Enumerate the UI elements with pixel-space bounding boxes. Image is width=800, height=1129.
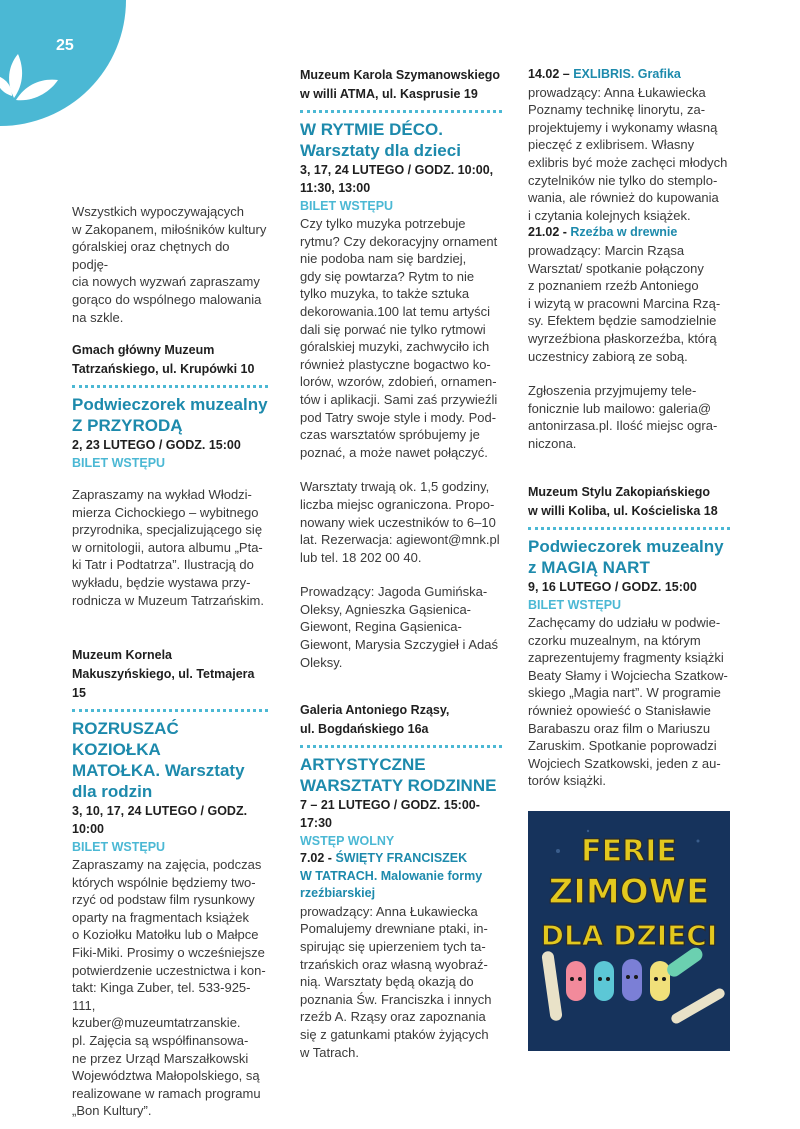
text-line: lub tel. 18 202 00 40. bbox=[300, 549, 422, 565]
text-line: góralskiej oraz chętnych do podję- bbox=[72, 239, 230, 272]
event-title: W RYTMIE DÉCO. bbox=[300, 120, 443, 139]
text-line: Poznamy technikę linorytu, za- bbox=[528, 102, 706, 118]
text-line: realizowane w ramach programu bbox=[72, 1085, 261, 1101]
text-line: ki Tatr i Podtatrza”. Ilustracją do bbox=[72, 557, 254, 573]
event-title: dla rodzin bbox=[72, 782, 153, 801]
text-line: Warsztaty trwają ok. 1,5 godziny, bbox=[300, 479, 490, 495]
text-line: pieczęć z exlibrisem. Własny bbox=[528, 137, 695, 153]
event-date: 10:00 bbox=[72, 822, 104, 836]
ferie-zimowe-poster bbox=[528, 811, 730, 1051]
text-line: ne przez Urząd Marszałkowski bbox=[72, 1050, 249, 1066]
text-line: nie podoba nam się bardziej, bbox=[300, 251, 467, 267]
text-line: o Koziołku Matołku lub o Małpce bbox=[72, 927, 259, 943]
venue-line: ul. Bogdańskiego 16a bbox=[300, 722, 429, 736]
text-line: Województwa Małopolskiego, są bbox=[72, 1068, 260, 1084]
venue-line: Gmach główny Muzeum bbox=[72, 343, 215, 357]
text-line: nowany wiek uczestników to 6–10 bbox=[300, 514, 496, 530]
text-line: nią. Warsztaty będą okazją do bbox=[300, 974, 474, 990]
text-line: antonirzasa.pl. Ilość miejsc ogra- bbox=[528, 418, 718, 434]
corner-leaf-decoration bbox=[0, 0, 126, 126]
text-line: fonicznie lub mailowo: galeria@ bbox=[528, 400, 712, 416]
text-line: Barabaszu oraz film o Mariuszu bbox=[528, 720, 711, 736]
text-line: czorku muzealnym, na którym bbox=[528, 632, 701, 648]
text-line: z poznaniem rzeźb Antoniego bbox=[528, 278, 699, 294]
text-line: również plastyczne bogactwo ko- bbox=[300, 356, 491, 372]
event-date: 3, 10, 17, 24 LUTEGO / GODZ. bbox=[72, 804, 248, 818]
ticket-info: BILET WSTĘPU bbox=[528, 598, 622, 612]
text-line: niczona. bbox=[528, 435, 577, 451]
text-line: zaprezentujemy fragmenty książki bbox=[528, 650, 724, 666]
workshop-subheading: rzeźbiarskiej bbox=[300, 886, 376, 901]
text-line: lat. Rezerwacja: agiewont@mnk.pl bbox=[300, 532, 500, 548]
poster-line-2: ZIMOWE bbox=[548, 872, 710, 912]
text-line: dali się porwać nie tylko rytmowi bbox=[300, 321, 486, 337]
text-line: pl. Zajęcia są współfinansowa- bbox=[72, 1032, 249, 1048]
text-line: lorów, wzorów, zdobień, ornamen- bbox=[300, 374, 497, 390]
venue-line: Makuszyńskiego, ul. Tetmajera 15 bbox=[72, 667, 255, 700]
text-line: czas warsztatów spróbujemy je bbox=[300, 427, 480, 443]
text-line: tów i aplikacji. Sami zaś przywieźli bbox=[300, 391, 498, 407]
text-line: gorąco do wspólnego malowania bbox=[72, 291, 262, 307]
venue-line: Muzeum Stylu Zakopiańskiego bbox=[528, 485, 710, 499]
text-line: torów książki. bbox=[528, 773, 607, 789]
text-line: Zaruskim. Spotkanie poprowadzi bbox=[528, 738, 717, 754]
text-line: projektujemy i wykonamy własną bbox=[528, 119, 718, 135]
text-line: Pomalujemy drewniane ptaki, in- bbox=[300, 921, 488, 937]
text-line: Zapraszamy na zajęcia, podczas bbox=[72, 857, 262, 872]
event-title: WARSZTATY RODZINNE bbox=[300, 776, 497, 795]
text-line: gdy się powtarza? Rytm to nie bbox=[300, 268, 475, 284]
event-title: Podwieczorek muzealny bbox=[72, 395, 268, 414]
text-line: prowadzący: Anna Łukawiecka bbox=[300, 903, 478, 919]
page-number: 25 bbox=[56, 37, 74, 54]
text-line: „Bon Kultury”. bbox=[72, 1103, 152, 1119]
text-line: wyrzeźbiona płaskorzeźba, którą bbox=[528, 330, 717, 346]
event-date: 9, 16 LUTEGO / GODZ. 15:00 bbox=[528, 580, 697, 594]
text-line: również opowieść o Stanisławie bbox=[528, 702, 711, 718]
text-line: na szkle. bbox=[72, 309, 124, 325]
text-line: wykładu, będzie wystawa przy- bbox=[72, 574, 251, 590]
poster-line-3: DLA DZIECI bbox=[540, 919, 718, 952]
ticket-info: BILET WSTĘPU bbox=[300, 199, 394, 213]
venue-line: Galeria Antoniego Rząsy, bbox=[300, 703, 450, 717]
text-line: Oleksy, Agnieszka Gąsienica- bbox=[300, 601, 471, 617]
text-line: Giewont, Marysia Szczygieł i Adaś bbox=[300, 637, 498, 653]
text-line: których wspólnie będziemy two- bbox=[72, 874, 256, 890]
event-date: 3, 17, 24 LUTEGO / GODZ. 10:00, bbox=[300, 163, 494, 177]
event-date: 17:30 bbox=[300, 816, 332, 830]
text-line: przyrodnika, specjalizującego się bbox=[72, 522, 263, 538]
event-date: 7 – 21 LUTEGO / GODZ. 15:00- bbox=[300, 798, 480, 812]
venue-line: w willi Koliba, ul. Kościeliska 18 bbox=[528, 504, 718, 518]
event-title: Z PRZYRODĄ bbox=[72, 416, 183, 435]
text-line: poznać, a może nawet połączyć. bbox=[300, 444, 488, 460]
text-line: się z gatunkami ptaków żyjących bbox=[300, 1026, 489, 1042]
text-line: w ornitologii, autora albumu „Ptа- bbox=[72, 539, 263, 555]
intro-paragraph bbox=[72, 203, 268, 326]
text-line: czytelników nie tylko do stemplo- bbox=[528, 172, 718, 188]
text-line: rodnicza w Muzeum Tatrzańskim. bbox=[72, 592, 264, 608]
workshop-subheading: 21.02 - Rzeźba w drewnie bbox=[528, 225, 678, 240]
text-line: tylko muzyka, to także sztuka bbox=[300, 286, 470, 302]
event-title: ARTYSTYCZNE bbox=[300, 755, 426, 774]
text-line: rzeźb A. Rząsy oraz zapoznania bbox=[300, 1009, 486, 1025]
text-line: skiego „Magia nart”. W programie bbox=[528, 685, 721, 701]
ticket-info: WSTĘP WOLNY bbox=[300, 834, 395, 848]
text-line: Wszystkich wypoczywających bbox=[72, 204, 244, 219]
text-line: Prowadzący: Jagoda Gumińska- bbox=[300, 584, 488, 600]
text-line: prowadzący: Marcin Rząsa bbox=[528, 242, 685, 258]
text-line: oparty na fragmentach książek bbox=[72, 909, 250, 925]
text-line: pod Tatry swoje style i mody. Pod- bbox=[300, 409, 497, 425]
text-line: Zgłoszenia przyjmujemy tele- bbox=[528, 383, 697, 399]
text-line: Czy tylko muzyka potrzebuje bbox=[300, 216, 466, 231]
ticket-info: BILET WSTĘPU bbox=[72, 840, 166, 854]
text-line: dekorowania.100 lat temu artyści bbox=[300, 303, 491, 319]
venue-line: w willi ATMA, ul. Kasprusie 19 bbox=[300, 87, 478, 101]
venue-line: Muzeum Kornela bbox=[72, 648, 173, 662]
text-line: i czytania kolejnych książek. bbox=[528, 207, 691, 223]
text-line: mierza Cichockiego – wybitnego bbox=[72, 504, 259, 520]
dotted-divider bbox=[300, 745, 502, 748]
text-line: Beaty Słamy i Wojciecha Szatkow- bbox=[528, 667, 728, 683]
workshop-schedule bbox=[528, 66, 730, 452]
venue-line: Muzeum Karola Szymanowskiego bbox=[300, 68, 501, 82]
text-line: prowadzący: Anna Łukawiecka bbox=[528, 84, 706, 100]
text-line: Warsztat/ spotkanie połączony bbox=[528, 260, 704, 276]
ticket-info: BILET WSTĘPU bbox=[72, 456, 166, 470]
event-title: Podwieczorek muzealny bbox=[528, 537, 724, 556]
venue-line: Tatrzańskiego, ul. Krupówki 10 bbox=[72, 362, 255, 376]
text-line: poznania Św. Franciszka i innych bbox=[300, 991, 492, 1007]
text-line: kzuber@muzeumtatrzanskie. bbox=[72, 1015, 241, 1031]
text-line: takt: Kinga Zuber, tel. 533-925-111, bbox=[72, 980, 251, 1013]
text-line: trzańskich oraz własną wyobraź- bbox=[300, 956, 488, 972]
text-line: cia nowych wyzwań zapraszamy bbox=[72, 274, 260, 290]
event-title: ROZRUSZAĆ KOZIOŁKA bbox=[72, 719, 179, 759]
text-line: w Zakopanem, miłośników kultury bbox=[72, 221, 267, 237]
text-line: spirując się upierzeniem tych ta- bbox=[300, 938, 486, 954]
text-line: Wojciech Szatkowski, jeden z au- bbox=[528, 755, 721, 771]
event-rytm-deco bbox=[300, 66, 502, 671]
text-line: uczestnicy zabiorą ze sobą. bbox=[528, 348, 688, 364]
text-line: Oleksy. bbox=[300, 654, 343, 670]
event-date: 2, 23 LUTEGO / GODZ. 15:00 bbox=[72, 438, 241, 452]
event-title: Warsztaty dla dzieci bbox=[300, 141, 461, 160]
text-line: Zachęcamy do udziału w podwie- bbox=[528, 615, 721, 630]
text-line: rzyć od podstaw film rysunkowy bbox=[72, 892, 255, 908]
dotted-divider bbox=[300, 110, 502, 113]
text-line: liczba miejsc ograniczona. Propo- bbox=[300, 496, 495, 512]
text-line: Fiki-Miki. Prosimy o wcześniejsze bbox=[72, 944, 265, 960]
workshop-subheading: 7.02 - ŚWIĘTY FRANCISZEK bbox=[300, 851, 468, 865]
event-warsztaty-rodzinne bbox=[300, 701, 502, 1061]
text-line: góralskiej muzyki, zachwyciło ich bbox=[300, 339, 490, 355]
workshop-subheading: 14.02 – EXLIBRIS. Grafika bbox=[528, 67, 681, 81]
event-koziolek bbox=[72, 646, 268, 1120]
text-line: sy. Efektem będzie samodzielnie bbox=[528, 313, 717, 329]
dotted-divider bbox=[72, 385, 268, 388]
workshop-subheading: W TATRACH. Malowanie formy bbox=[300, 868, 483, 883]
dotted-divider bbox=[72, 709, 268, 712]
text-line: i wizytą w pracowni Marcina Rzą- bbox=[528, 295, 721, 311]
event-date: 11:30, 13:00 bbox=[300, 181, 371, 195]
text-line: wania, ale również do kupowania bbox=[528, 190, 719, 206]
event-przyroda bbox=[72, 341, 268, 609]
text-line: potwierdzenie uczestnictwa i kon- bbox=[72, 962, 266, 978]
text-line: exlibris być może zachęci młodych bbox=[528, 154, 728, 170]
text-line: Zapraszamy na wykład Włodzi- bbox=[72, 487, 252, 502]
event-magia-nart bbox=[528, 483, 730, 790]
text-line: rytmu? Czy dekoracyjny ornament bbox=[300, 233, 498, 249]
event-title: MATOŁKA. Warsztaty bbox=[72, 761, 245, 780]
event-title: z MAGIĄ NART bbox=[528, 558, 650, 577]
text-line: Giewont, Regina Gąsienica- bbox=[300, 619, 462, 635]
dotted-divider bbox=[528, 527, 730, 530]
poster-line-1: FERIE bbox=[581, 834, 677, 869]
text-line: w Tatrach. bbox=[300, 1044, 360, 1060]
